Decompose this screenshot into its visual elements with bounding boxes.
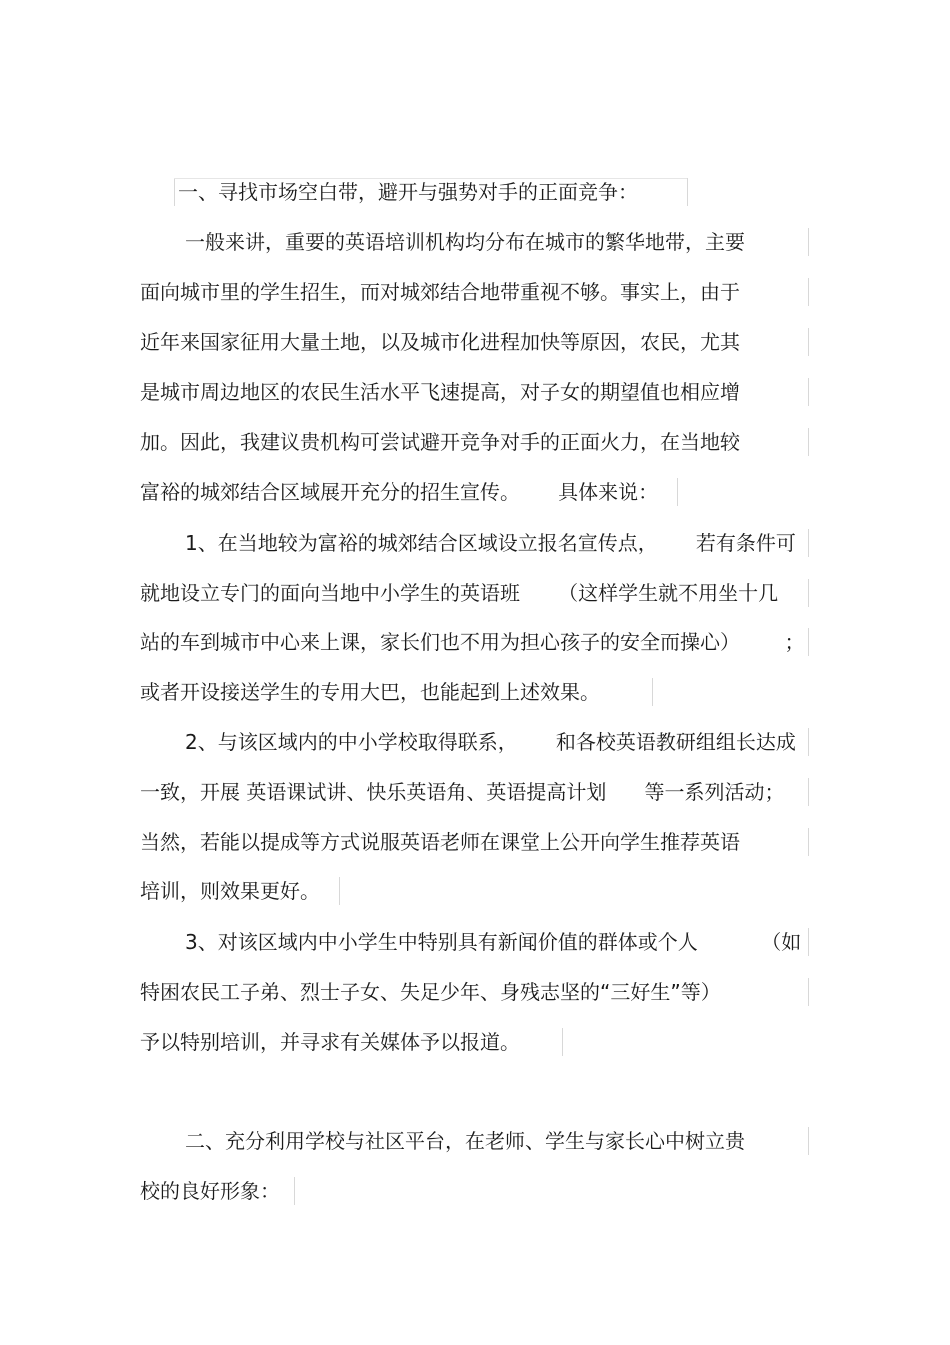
text-box-edge [808,428,809,456]
text-box-edge [339,877,340,905]
paragraph-line: 加。因此，我建议贵机构可尝试避开竞争对手的正面火力，在当地较 [140,430,740,454]
text-box-edge [808,628,809,656]
text-box-edge [808,728,809,756]
section2-heading-line: 二、充分利用学校与社区平台，在老师、学生与家长心中树立贵 [185,1129,745,1153]
list-item-line: 1、在当地较为富裕的城郊结合区域设立报名宣传点， 若有条件可 [185,531,796,555]
text-box-edge [808,228,809,256]
list-item-line: 培训，则效果更好。 [140,879,320,903]
list-item-line: 特困农民工子弟、烈士子女、失足少年、身残志坚的“三好生”等） [140,980,721,1004]
list-item-line: 就地设立专门的面向当地中小学生的英语班 （这样学生就不用坐十几 [140,581,779,605]
text-box-edge [677,478,678,506]
section1-heading: 一、寻找市场空白带，避开与强势对手的正面竞争： [178,180,638,204]
text-box-edge [808,928,809,956]
text-box-edge [808,278,809,306]
list-item-line: 3、对该区域内中小学生中特别具有新闻价值的群体或个人 （如 [185,930,802,954]
paragraph-line: 富裕的城郊结合区域展开充分的招生宣传。 具体来说： [140,480,659,504]
text-box-edge [174,178,175,206]
text-box-edge [808,378,809,406]
text-box-edge [808,978,809,1006]
text-box-edge [808,328,809,356]
text-box-edge [808,1127,809,1155]
text-box-edge [687,178,688,206]
text-box-edge [294,1177,295,1205]
text-box-edge [808,529,809,557]
text-box-edge [808,828,809,856]
list-item-line: 或者开设接送学生的专用大巴，也能起到上述效果。 [140,680,600,704]
text-box-edge [652,678,653,706]
text-box-edge [808,579,809,607]
paragraph-line: 近年来国家征用大量土地，以及城市化进程加快等原因，农民，尤其 [140,330,740,354]
paragraph-line: 是城市周边地区的农民生活水平飞速提高，对子女的期望值也相应增 [140,380,740,404]
section2-heading-line: 校的良好形象： [140,1179,280,1203]
paragraph-line: 面向城市里的学生招生，而对城郊结合地带重视不够。事实上，由于 [140,280,740,304]
list-item-line: 2、与该区域内的中小学校取得联系， 和各校英语教研组组长达成 [185,730,796,754]
text-box-edge [808,778,809,806]
list-item-line: 一致，开展 英语课试讲、快乐英语角、英语提高计划 等一系列活动； [140,780,785,804]
list-item-line: 当然，若能以提成等方式说服英语老师在课堂上公开向学生推荐英语 [140,830,740,854]
paragraph-line: 一般来讲，重要的英语培训机构均分布在城市的繁华地带，主要 [185,230,745,254]
list-item-line: 站的车到城市中心来上课，家长们也不用为担心孩子的安全而操心） ； [140,630,805,654]
text-box-edge [562,1028,563,1056]
list-item-line: 予以特别培训，并寻求有关媒体予以报道。 [140,1030,520,1054]
text-box-edge [174,178,687,179]
